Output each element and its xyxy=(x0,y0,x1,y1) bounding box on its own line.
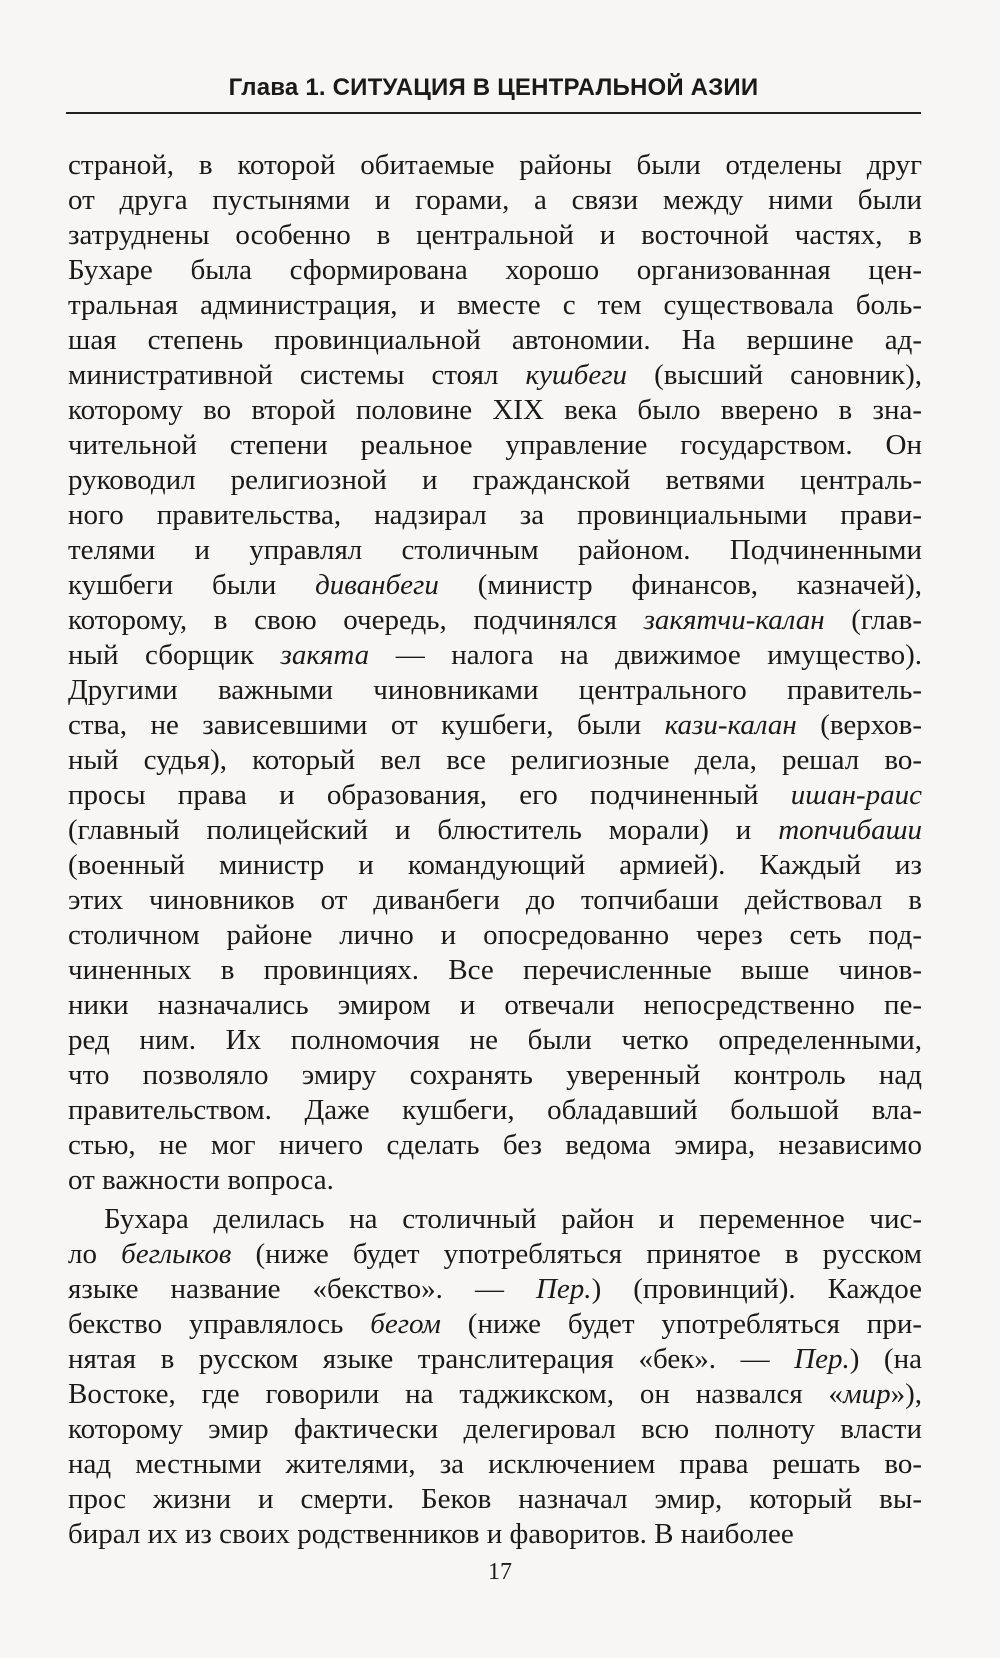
text-line xyxy=(68,1482,922,1517)
text-run: Востоке, где говорили на таджикском, он назвался « xyxy=(68,1378,844,1410)
text-run: столичном районе лично и опосредованно через сеть под- xyxy=(68,919,922,951)
italic-term: Пер. xyxy=(794,1343,850,1375)
text-run: (главный полицейский и блюститель морали) и xyxy=(68,814,779,846)
text-run: (военный министр и командующий армией). Каждый из xyxy=(68,849,922,881)
text-run: (ниже будет употребляться принятое в русском xyxy=(231,1238,922,1270)
text-run: стью, не мог ничего сделать без ведома эмира, независимо xyxy=(68,1129,922,1161)
text-run: которому, в свою очередь, подчинялся xyxy=(68,604,644,636)
text-line xyxy=(68,428,922,463)
text-run: Бухара делилась на столичный район и переменное чис- xyxy=(104,1203,922,1235)
text-run: от друга пустынями и горами, а связи между ними были xyxy=(68,184,922,216)
text-run: этих чиновников от диванбеги до топчибаши действовал в xyxy=(68,884,922,916)
text-run: ред ним. Их полномочия не были четко определенными, xyxy=(68,1024,922,1056)
page-number: 17 xyxy=(488,1559,512,1585)
text-line xyxy=(68,1163,922,1198)
text-run: Бухаре была сформирована хорошо организованная цен- xyxy=(68,254,922,286)
text-run: прос жизни и смерти. Беков назначал эмир, который вы- xyxy=(68,1483,922,1515)
text-run: правительством. Даже кушбеги, обладавший большой вла- xyxy=(68,1094,922,1126)
text-line xyxy=(68,1377,922,1412)
text-line xyxy=(68,883,922,918)
text-run: (министр финансов, казначей), xyxy=(438,569,923,601)
text-run: нятая в русском языке транслитерация «бек». — xyxy=(68,1343,795,1375)
text-run: чиненных в провинциях. Все перечисленные выше чинов- xyxy=(68,954,922,986)
text-line xyxy=(68,218,922,253)
text-line xyxy=(68,1307,922,1342)
text-line xyxy=(68,1128,922,1163)
text-run: »), xyxy=(890,1378,922,1410)
text-line xyxy=(68,638,922,673)
italic-term: мир xyxy=(843,1378,891,1410)
italic-term: ишан-раис xyxy=(790,779,922,811)
italic-term: беглыков xyxy=(121,1238,232,1270)
text-line xyxy=(68,673,922,708)
text-line xyxy=(68,1447,922,1482)
text-run: что позволяло эмиру сохранять уверенный контроль над xyxy=(68,1059,922,1091)
italic-term: закятчи-калан xyxy=(643,604,825,636)
text-line xyxy=(68,323,922,358)
italic-term: кушбеги xyxy=(525,359,628,391)
text-line xyxy=(68,743,922,778)
text-run: ники назначались эмиром и отвечали непосредственно пе- xyxy=(68,989,922,1021)
text-line xyxy=(68,813,922,848)
text-run: которому эмир фактически делегировал всю полноту власти xyxy=(68,1413,922,1445)
text-run: ) (провинций). Каждое xyxy=(591,1273,923,1305)
text-run: — налога на движимое имущество). xyxy=(369,639,922,671)
text-line xyxy=(68,183,922,218)
paragraph-2 xyxy=(68,1202,922,1552)
text-run: (верхов- xyxy=(796,709,922,741)
text-line xyxy=(68,1023,922,1058)
text-line xyxy=(68,988,922,1023)
text-run: над местными жителями, за исключением права решать во- xyxy=(68,1448,922,1480)
text-line xyxy=(68,568,922,603)
running-header xyxy=(66,72,921,114)
text-run: языке название «бекство». — xyxy=(68,1273,536,1305)
text-line xyxy=(68,1202,922,1237)
text-run: ного правительства, надзирал за провинциальными прави- xyxy=(68,499,922,531)
text-run: ) (на xyxy=(849,1343,922,1375)
text-run: затруднены особенно в центральной и восточной частях, в xyxy=(68,219,922,251)
text-run: министративной системы стоял xyxy=(68,359,526,391)
text-line xyxy=(68,953,922,988)
italic-term: кази-калан xyxy=(664,709,797,741)
italic-term: диванбеги xyxy=(315,569,439,601)
text-run: кушбеги были xyxy=(68,569,316,601)
text-line xyxy=(68,603,922,638)
text-line xyxy=(68,1342,922,1377)
italic-term: Пер. xyxy=(535,1273,592,1305)
text-line xyxy=(68,1517,922,1552)
text-line xyxy=(68,708,922,743)
text-run: просы права и образования, его подчиненный xyxy=(68,779,791,811)
text-run: ный сборщик xyxy=(68,639,281,671)
text-run: бекство управлялось xyxy=(68,1308,371,1340)
text-line xyxy=(68,848,922,883)
text-run: шая степень провинциальной автономии. На вершине ад- xyxy=(68,324,922,356)
text-line xyxy=(68,358,922,393)
italic-term: бегом xyxy=(370,1308,441,1340)
body-text xyxy=(68,148,922,1552)
text-line xyxy=(68,463,922,498)
text-line xyxy=(68,918,922,953)
text-line xyxy=(68,778,922,813)
text-run: (высший сановник), xyxy=(627,359,923,391)
text-run: бирал их из своих родственников и фаворитов. В наиболее xyxy=(68,1518,794,1550)
paragraph-1 xyxy=(68,148,922,1198)
italic-term: закята xyxy=(280,639,370,671)
text-line xyxy=(68,1237,922,1272)
text-run: (ниже будет употребляться при- xyxy=(440,1308,922,1340)
text-line xyxy=(68,1058,922,1093)
text-run: Другими важными чиновниками центрального правитель- xyxy=(68,674,922,706)
text-line xyxy=(68,498,922,533)
text-run: от важности вопроса. xyxy=(68,1164,334,1196)
text-run: ло xyxy=(68,1238,122,1270)
text-run: (глав- xyxy=(824,604,922,636)
text-line xyxy=(68,148,922,183)
text-run: ства, не зависевшими от кушбеги, были xyxy=(68,709,665,741)
chapter-title: Глава 1. СИТУАЦИЯ В ЦЕНТРАЛЬНОЙ АЗИИ xyxy=(228,74,759,101)
text-line xyxy=(68,1272,922,1307)
text-run: телями и управлял столичным районом. Подчиненными xyxy=(68,534,922,566)
text-run: тральная администрация, и вместе с тем существовала боль- xyxy=(68,289,922,321)
text-line xyxy=(68,1093,922,1128)
text-line xyxy=(68,253,922,288)
text-line xyxy=(68,533,922,568)
text-run: руководил религиозной и гражданской ветвями централь- xyxy=(68,464,922,496)
italic-term: топчибаши xyxy=(778,814,922,846)
text-line xyxy=(68,1412,922,1447)
text-line xyxy=(68,288,922,323)
text-run: страной, в которой обитаемые районы были отделены друг xyxy=(68,149,922,181)
text-run: которому во второй половине XIX века было вверено в зна- xyxy=(68,394,922,426)
text-run: ный судья), который вел все религиозные дела, решал во- xyxy=(68,744,922,776)
text-run: чительной степени реальное управление государством. Он xyxy=(68,429,922,461)
text-line xyxy=(68,393,922,428)
